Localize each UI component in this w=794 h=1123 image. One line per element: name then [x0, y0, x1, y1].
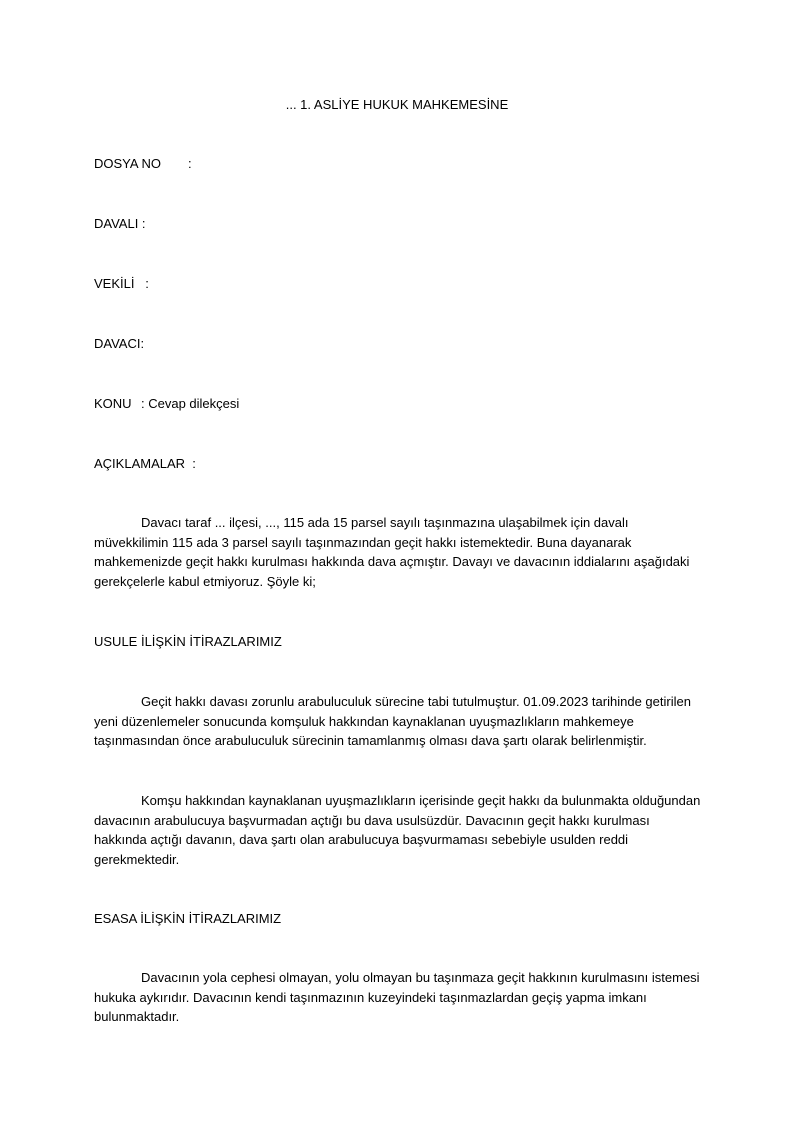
- esasa-paragraph-1: Davacının yola cephesi olmayan, yolu olmayan bu taşınmaza geçit hakkının kurulmasını istemesi hukuka aykırıdır. Davacının kendi taşınmazının kuzeyindeki taşınmazlardan geçiş yapma imkanı bulunmaktadır.: [94, 970, 700, 1024]
- dosya-no-row: [94, 154, 192, 173]
- aciklamalar-label: AÇIKLAMALAR :: [94, 456, 196, 471]
- vekili-label: VEKİLİ :: [94, 276, 149, 291]
- usule-heading: USULE İLİŞKİN İTİRAZLARIMIZ: [94, 634, 282, 649]
- davaci-label: DAVACI:: [94, 336, 145, 351]
- intro-paragraph: Davacı taraf ... ilçesi, ..., 115 ada 15 parsel sayılı taşınmazına ulaşabilmek için davalı müvekkilimin 115 ada 3 parsel sayılı taşınmazından geçit hakkı istemektedir. Buna dayanarak mahkemenizde geçit hakkı kurulması hakkında dava açmıştır. Davayı ve davacının iddialarını aşağıdaki gerekçelerle kabul etmiyoruz. Şöyle ki;: [94, 515, 690, 589]
- dosya-no-label: DOSYA NO: [94, 156, 161, 171]
- dosya-no-separator: :: [188, 156, 192, 171]
- esasa-heading: ESASA İLİŞKİN İTİRAZLARIMIZ: [94, 911, 282, 926]
- konu-value: : Cevap dilekçesi: [141, 396, 240, 411]
- konu-row: [94, 394, 239, 413]
- usule-paragraph-2: Komşu hakkından kaynaklanan uyuşmazlıkların içerisinde geçit hakkı da bulunmakta olduğundan davacının arabulucuya başvurmadan açtığı bu dava usulsüzdür. Davacının geçit hakkı kurulması hakkında açtığı davanın, dava şartı olan arabulucuya başvurmaması sebebiyle usulden reddi gerekmektedir.: [94, 793, 701, 867]
- court-title: ... 1. ASLİYE HUKUK MAHKEMESİNE: [285, 97, 509, 112]
- davali-label: DAVALI :: [94, 216, 146, 231]
- konu-label: KONU: [94, 396, 132, 411]
- usule-paragraph-1: Geçit hakkı davası zorunlu arabuluculuk sürecine tabi tutulmuştur. 01.09.2023 tarihinde getirilen yeni düzenlemeler sonucunda komşuluk hakkından kaynaklanan uyuşmazlıkların mahkemeye taşınmasından önce arabuluculuk sürecinin tamamlanmış olması dava şartı olarak belirlenmiştir.: [94, 694, 691, 748]
